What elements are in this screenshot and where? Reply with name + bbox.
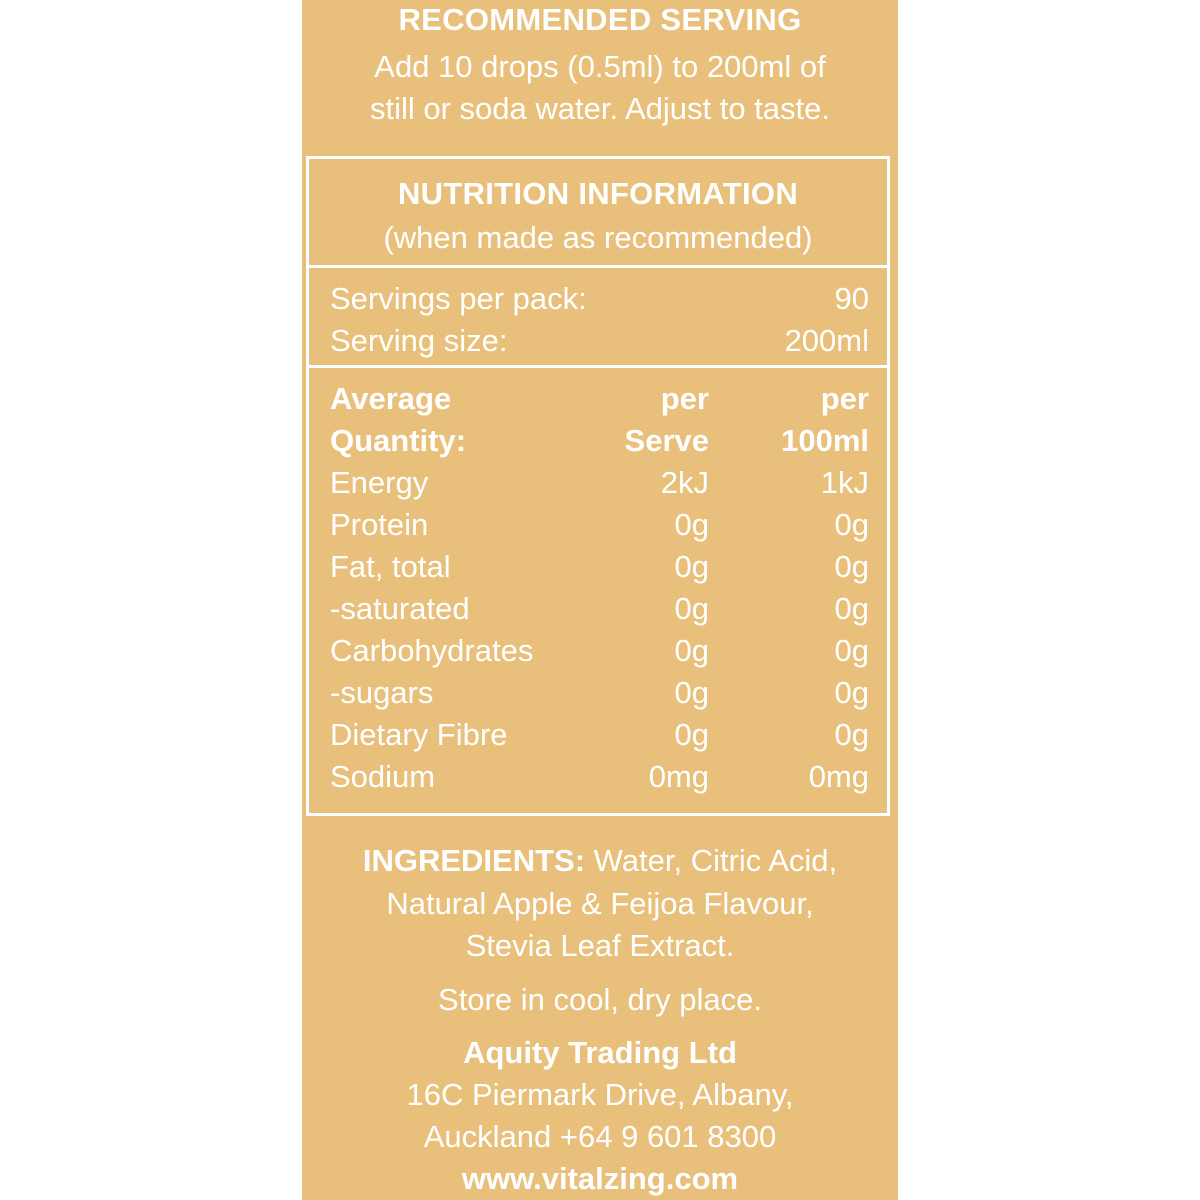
divider	[309, 265, 887, 268]
nutrient-name: Sodium	[330, 759, 436, 794]
header-serve: Serve	[624, 423, 709, 458]
nutrient-name: -saturated	[330, 591, 470, 626]
per-serve-value: 0mg	[648, 759, 709, 794]
company-address-line-1: 16C Piermark Drive, Albany,	[406, 1077, 794, 1112]
company-name: Aquity Trading Ltd	[463, 1035, 737, 1070]
nutrient-name: -sugars	[330, 675, 434, 710]
recommended-serving-title: RECOMMENDED SERVING	[398, 2, 802, 37]
table-row	[330, 591, 869, 627]
divider	[309, 365, 887, 368]
nutrition-information-panel	[306, 156, 890, 816]
per-100ml-value: 1kJ	[820, 465, 869, 500]
per-serve-value: 0g	[674, 591, 709, 626]
header-100ml: 100ml	[781, 423, 869, 458]
nutrient-name: Fat, total	[330, 549, 451, 584]
table-row	[330, 465, 869, 501]
ingredients-text: Water, Citric Acid,	[585, 843, 838, 878]
header-per-100ml-top: per	[820, 381, 869, 416]
table-row	[330, 549, 869, 585]
header-quantity: Quantity:	[330, 423, 467, 458]
header-average: Average	[330, 381, 452, 416]
nutrition-label	[302, 0, 898, 1200]
per-100ml-value: 0g	[834, 591, 869, 626]
storage-instructions: Store in cool, dry place.	[438, 982, 762, 1017]
nutrition-title: NUTRITION INFORMATION	[397, 176, 799, 211]
servings-per-pack-value: 90	[834, 281, 869, 316]
table-header-row	[330, 381, 869, 417]
table-header-row	[330, 423, 869, 459]
serving-size-label: Serving size:	[330, 323, 508, 358]
ingredients-line-1	[302, 845, 898, 876]
per-100ml-value: 0g	[834, 717, 869, 752]
per-serve-value: 0g	[674, 507, 709, 542]
ingredients-label: INGREDIENTS:	[362, 843, 586, 878]
serving-size-row	[330, 323, 869, 359]
table-row	[330, 675, 869, 711]
recommended-serving-line-1: Add 10 drops (0.5ml) to 200ml of	[374, 49, 826, 84]
per-100ml-value: 0g	[834, 549, 869, 584]
nutrition-subtitle: (when made as recommended)	[383, 220, 813, 255]
table-row	[330, 507, 869, 543]
per-100ml-value: 0g	[834, 507, 869, 542]
table-row	[330, 759, 869, 795]
nutrient-name: Carbohydrates	[330, 633, 534, 668]
serving-size-value: 200ml	[784, 323, 869, 358]
per-serve-value: 0g	[674, 633, 709, 668]
servings-per-pack-row	[330, 281, 869, 317]
recommended-serving-line-2: still or soda water. Adjust to taste.	[369, 91, 831, 126]
servings-per-pack-label: Servings per pack:	[330, 281, 587, 316]
website-link[interactable]: www.vitalzing.com	[461, 1161, 739, 1196]
per-100ml-value: 0g	[834, 675, 869, 710]
table-row	[330, 633, 869, 669]
ingredients-line-2: Natural Apple & Feijoa Flavour,	[386, 886, 814, 921]
company-address-line-2: Auckland +64 9 601 8300	[423, 1119, 777, 1154]
per-serve-value: 2kJ	[660, 465, 709, 500]
table-row	[330, 717, 869, 753]
per-100ml-value: 0mg	[808, 759, 869, 794]
per-serve-value: 0g	[674, 675, 709, 710]
nutrient-name: Protein	[330, 507, 429, 542]
header-per-serve-top: per	[660, 381, 709, 416]
per-serve-value: 0g	[674, 549, 709, 584]
per-100ml-value: 0g	[834, 633, 869, 668]
nutrient-name: Energy	[330, 465, 429, 500]
ingredients-line-3: Stevia Leaf Extract.	[465, 928, 735, 963]
nutrient-name: Dietary Fibre	[330, 717, 508, 752]
per-serve-value: 0g	[674, 717, 709, 752]
